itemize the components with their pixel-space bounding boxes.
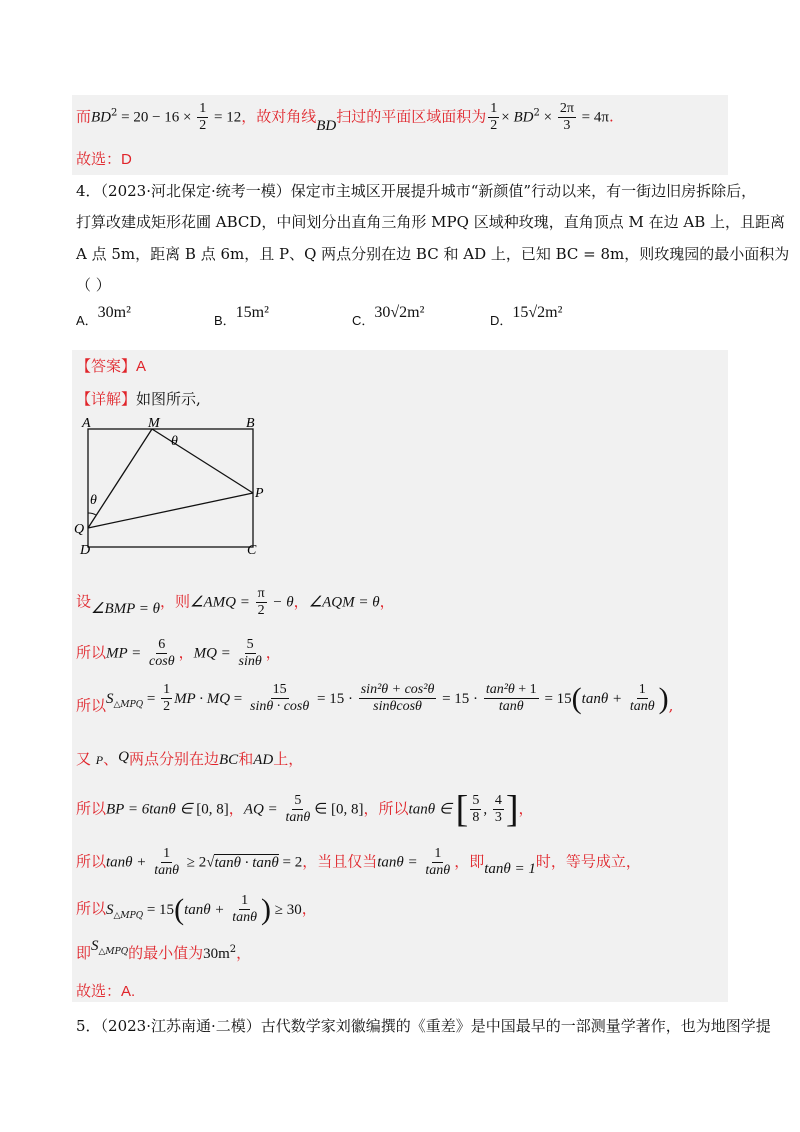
range-line: 所以BP = 6tanθ ∈ [0, 8]，AQ = $\frac{5}{\tan\theta}$ ∈ [0, 8]，所以tanθ ∈ [ $\frac{5}{8}$ , $\frac{4}{3}$ ]， xyxy=(76,788,534,831)
q4-line3: A 点 5m，距离 B 点 6m，且 P、Q 两点分别在边 BC 和 AD 上，已知 BC = 8m，则玫瑰园的最小面积为 xyxy=(76,245,790,263)
angle-arc-q xyxy=(88,513,96,515)
label-c: C xyxy=(247,543,257,556)
inequality-line: 所以tanθ + $\frac{1}{\tan\theta}$ ≥ 2√tanθ · tanθ = 2，当且仅当tanθ = $\frac{1}{\tan\theta}$ ，即tanθ = 1时，等号成立， xyxy=(76,846,641,878)
label-b: B xyxy=(246,416,255,431)
label-m: M xyxy=(148,416,160,431)
set-line: 设∠BMP = θ，则∠AMQ = $\frac{\pi}{2}$ − θ，∠AQM = θ， xyxy=(76,586,395,618)
segment-pq xyxy=(88,493,253,528)
label-p: P xyxy=(255,486,264,501)
option-c[interactable]: C．30√2m² xyxy=(352,304,425,328)
answer-tag: 【答案】A xyxy=(76,358,147,375)
area-line: 所以$S_{\triangle MPQ}$ = $\frac{1}{2}$ MP · MQ = $\frac{15}{\sin\theta \cdot \cos\theta}$ = 15 · $\frac{\text{sin²θ + cos²θ}}{\sin\theta\cos\theta}$ = 15 · $\frac{\text{tan²θ + 1}}{\tan\theta}$ = 15(tanθ + $\frac{1}{\tan\theta}$ ), xyxy=(76,681,674,715)
option-b[interactable]: B．15m² xyxy=(214,304,269,328)
q4-line1: 4．（2023·河北保定·统考一模）保定市主城区开展提升城市“新颜值”行动以来，有一街边旧房拆除后， xyxy=(76,182,757,200)
label-d: D xyxy=(80,543,91,556)
q5-line1: 5．（2023·江苏南通·二模）古代数学家刘徽编撰的《重差》是中国最早的一部测量学著作，也为地图学提 xyxy=(76,1017,771,1035)
choose-line: 故选：A. xyxy=(76,983,136,1000)
option-a[interactable]: A．30m² xyxy=(76,304,131,328)
mp-mq-line: 所以MP = $\frac{6}{\cos\theta}$ ，MQ = $\frac{5}{\sin\theta}$ ， xyxy=(76,637,281,669)
conclusion-line: 即$S_{\triangle MPQ}$的最小值为$30m^2$， xyxy=(76,938,252,962)
top-answer-line: 故选：D xyxy=(76,151,132,168)
label-theta-m: θ xyxy=(171,434,178,449)
min-line: 所以$S_{\triangle MPQ} = 15(\tan\theta$ + $\frac{1}{\tan\theta}$ ) ≥ 30， xyxy=(76,892,317,926)
top-area-line: 而$BD^2 = 20 - 16$ × $\frac{1}{2}$ = 12，故对角线BD扫过的平面区域面积为 $\frac{1}{2}$ × $BD^2$ × $\frac{2\pi}{3}$ = 4π. xyxy=(76,101,614,134)
q4-line2: 打算改建成矩形花圃 ABCD，中间划分出直角三角形 MPQ 区域种玫瑰，直角顶点 M 在边 AB 上，且距离 xyxy=(76,213,785,231)
segment-mq xyxy=(88,429,152,528)
option-d[interactable]: D．15√2m² xyxy=(490,304,563,328)
label-q: Q xyxy=(74,522,85,537)
label-a: A xyxy=(82,416,91,431)
again-line: 又 P、Q两点分别在边BC和AD上， xyxy=(76,749,304,768)
q4-line4: （ ） xyxy=(76,276,111,294)
geometry-figure xyxy=(74,416,274,556)
label-theta-q: θ xyxy=(90,493,97,508)
detail-line: 【详解】如图所示, xyxy=(76,390,201,408)
segment-mp xyxy=(152,429,253,493)
